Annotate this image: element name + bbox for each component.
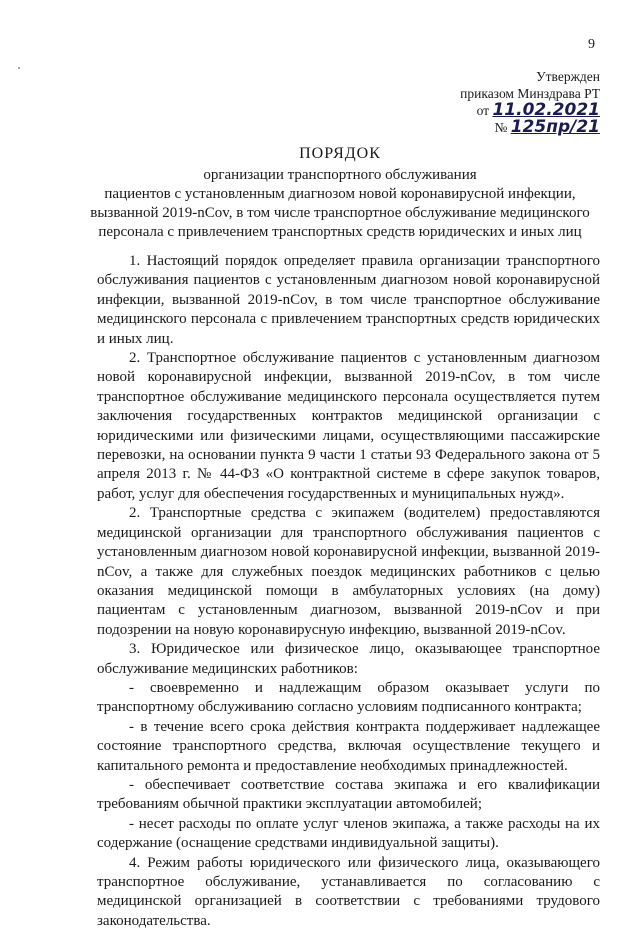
- document-subtitle-line-4: персонала с привлечением транспортных средств юридических и иных лиц: [98, 224, 582, 240]
- document-title-block: [60, 144, 620, 242]
- list-item-expenses: - несет расходы по оплате услуг членов экипажа, а также расходы на их содержание (оснащение средствами индивидуальной защиты).: [97, 815, 600, 852]
- scan-speck: [18, 67, 20, 69]
- approval-line-order: приказом Минздрава РТ: [460, 86, 600, 101]
- paragraph-1: 1. Настоящий порядок определяет правила организации транспортного обслуживания пациентов с установленным диагнозом новой коронавирусной инфекции, вызванной 2019-nCov, в том числе транспортное обслуживание медицинского персонала с привлечением транспортных средств юридических и иных лиц.: [97, 253, 600, 347]
- approval-date-prefix: от: [476, 103, 490, 118]
- document-subtitle-line-1: организации транспортного обслуживания: [203, 167, 477, 183]
- list-item-services: - своевременно и надлежащим образом оказывает услуги по транспортному обслуживанию согласно условиям подписанного контракта;: [97, 679, 600, 716]
- approval-number-prefix: №: [494, 120, 508, 135]
- paragraph-3: 3. Юридическое или физическое лицо, оказывающее транспортное обслуживание медицинских работников:: [97, 641, 600, 677]
- paragraph-2: 2. Транспортное обслуживание пациентов с установленным диагнозом новой коронавирусной инфекции, вызванной 2019-nCov, в том числе транспортное обслуживание медицинского персонала осуществляется путем заключения государственных контрактов медицинской организации с юридическими или физическими лицами, осуществляющими пассажирские перевозки, на основании пункта 9 части 1 статьи 93 Федерального закона от 5 апреля 2013 г. № 44-ФЗ «О контрактной системе в сфере закупок товаров, работ, услуг для обеспечения государственных и муниципальных нужд».: [97, 350, 600, 502]
- document-body: [97, 252, 600, 931]
- list-item-crew: - обеспечивает соответствие состава экипажа и его квалификации требованиям обычной практики эксплуатации автомобилей;: [97, 776, 600, 813]
- approval-number-handwritten: 125пр/21: [510, 117, 600, 137]
- approval-date-handwritten: 11.02.2021: [492, 100, 600, 120]
- paragraph-4: 4. Режим работы юридического или физического лица, оказывающего транспортное обслуживание, устанавливается по согласованию с медицинской организацией в соответствии с требованиями трудового законодательства.: [97, 854, 600, 929]
- paragraph-2-vehicles: 2. Транспортные средства с экипажем (водителем) предоставляются медицинской организации для транспортного обслуживания пациентов с установленным диагнозом новой коронавирусной инфекции, вызванной 2019-nCov, а также для служебных поездок медицинских работников с целью оказания медицинской помощи в амбулаторных условиях (на дому) пациентам с установленным диагнозом, вызванной 2019-nCov и при подозрении на новую коронавирусную инфекцию, вызванной 2019-nCov.: [97, 505, 600, 638]
- list-item-maintenance: - в течение всего срока действия контракта поддерживает надлежащее состояние транспортного средства, включая осуществление текущего и капитального ремонта и предоставление необходимых принадлежностей.: [97, 718, 600, 774]
- document-subtitle-line-2: пациентов с установленным диагнозом новой коронавирусной инфекции,: [104, 186, 576, 202]
- page-number: 9: [588, 37, 595, 52]
- document-heading: ПОРЯДОК: [299, 145, 381, 162]
- document-subtitle-line-3: вызванной 2019-nCov, в том числе транспортное обслуживание медицинского: [90, 205, 590, 221]
- approval-number-line: [460, 119, 600, 136]
- approval-line-approved: Утвержден: [536, 69, 600, 84]
- approval-stamp: [460, 68, 600, 136]
